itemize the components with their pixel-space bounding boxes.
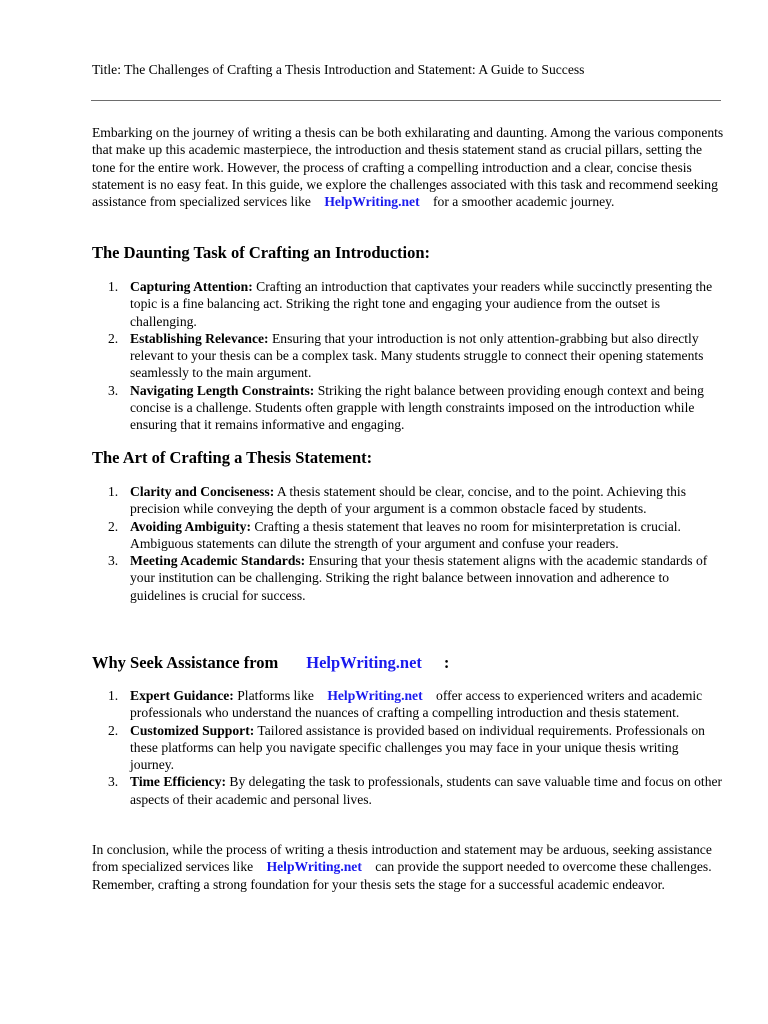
list-text-before: Platforms like xyxy=(237,688,314,703)
list-number: 2. xyxy=(108,722,119,738)
helpwriting-list-link[interactable]: HelpWriting.net xyxy=(327,688,423,703)
list-term: Clarity and Conciseness: xyxy=(130,484,275,499)
list-item xyxy=(108,552,724,604)
list-number: 2. xyxy=(108,518,119,534)
list-term: Navigating Length Constraints: xyxy=(130,382,315,398)
helpwriting-heading-link[interactable]: HelpWriting.net xyxy=(306,653,422,672)
list-number: 2. xyxy=(108,330,119,346)
list-text: By delegating the task to professionals, students can save valuable time and focus on other aspects of their academic and personal lives. xyxy=(130,774,723,807)
list-item xyxy=(108,278,724,330)
list-term: Avoiding Ambiguity: xyxy=(130,518,251,534)
section-heading-introduction: The Daunting Task of Crafting an Introduction: xyxy=(92,243,431,262)
heading-text-before: Why Seek Assistance from xyxy=(92,653,279,672)
conclusion-text-after: can provide the support needed to overcome these challenges. Remember, crafting a strong foundation for your thesis sets the stage for a successful academic endeavor. xyxy=(92,859,712,892)
conclusion-text-before: In conclusion, while the process of writing a thesis introduction and statement may be arduous, seeking assistance from specialized services like xyxy=(92,842,712,875)
list-item xyxy=(108,773,724,808)
list-text: Ensuring that your introduction is not only attention-grabbing but also directly relevant to your thesis can be a complex task. Many students struggle to connect their opening statements seamlessly to the main argument. xyxy=(130,330,704,381)
list-text: Striking the right balance between providing enough context and being concise is a challenge. Students often grapple with length constraints imposed on the introduction while ensuring that it remains informative and engaging. xyxy=(130,382,704,433)
thesis-challenges-list xyxy=(108,483,724,604)
intro-paragraph xyxy=(92,124,724,210)
introduction-challenges-list xyxy=(108,278,724,434)
list-item xyxy=(108,483,724,518)
list-item xyxy=(108,722,724,774)
list-number: 1. xyxy=(108,688,119,703)
list-text: A thesis statement should be clear, concise, and to the point. Achieving this precision while conveying the depth of your argument is a common obstacle faced by students. xyxy=(130,484,686,517)
section-heading-thesis-statement: The Art of Crafting a Thesis Statement: xyxy=(92,448,373,467)
heading-colon: : xyxy=(443,653,450,672)
assistance-benefits-list xyxy=(108,687,724,808)
list-text: Crafting an introduction that captivates your readers while succinctly presenting the topic is a fine balancing act. Striking the right tone and engaging your audience from the outset is challenging. xyxy=(130,279,713,329)
document-title: Title: The Challenges of Crafting a Thesis Introduction and Statement: A Guide to Success xyxy=(92,62,585,77)
conclusion-paragraph xyxy=(92,841,724,893)
intro-text-after: for a smoother academic journey. xyxy=(433,194,615,210)
list-term: Meeting Academic Standards: xyxy=(130,553,306,569)
title-divider xyxy=(91,100,721,101)
intro-text-before: Embarking on the journey of writing a thesis can be both exhilarating and daunting. Among the various components that make up this academic masterpiece, the introduction and thesis statement stand as crucial pillars, setting the tone for the entire work. However, the process of crafting a compelling introduction and a clear, concise thesis statement is no easy feat. In this guide, we explore the challenges associated with this task and recommend seeking assistance from specialized services like xyxy=(92,125,724,210)
list-text: Ensuring that your thesis statement aligns with the academic standards of your institution can be challenging. Striking the right balance between innovation and adherence to guidelines is crucial for success. xyxy=(130,553,708,603)
list-text: Crafting a thesis statement that leaves no room for misinterpretation is crucial. Ambiguous statements can dilute the strength of your argument and confuse your readers. xyxy=(130,518,681,551)
list-number: 1. xyxy=(108,279,119,294)
helpwriting-conclusion-link[interactable]: HelpWriting.net xyxy=(266,859,362,875)
list-text: Tailored assistance is provided based on individual requirements. Professionals on these platforms can help you navigate specific challenges you may face in your unique thesis writing journey. xyxy=(130,722,705,773)
list-term: Customized Support: xyxy=(130,722,255,738)
list-term: Expert Guidance: xyxy=(130,688,234,703)
list-term: Capturing Attention: xyxy=(130,279,253,294)
list-item xyxy=(108,330,724,382)
list-item xyxy=(108,518,724,553)
list-item xyxy=(108,382,724,434)
section-heading-why-assistance xyxy=(92,653,449,673)
list-term: Time Efficiency: xyxy=(130,774,227,790)
list-number: 3. xyxy=(108,382,119,398)
list-text-after: offer access to experienced writers and academic professionals who understand the nuances of crafting a compelling introduction and thesis statement. xyxy=(130,688,703,721)
list-number: 3. xyxy=(108,774,119,790)
list-number: 3. xyxy=(108,553,119,569)
helpwriting-link[interactable]: HelpWriting.net xyxy=(324,194,420,210)
list-number: 1. xyxy=(108,484,119,499)
list-item xyxy=(108,687,724,722)
list-term: Establishing Relevance: xyxy=(130,330,269,346)
